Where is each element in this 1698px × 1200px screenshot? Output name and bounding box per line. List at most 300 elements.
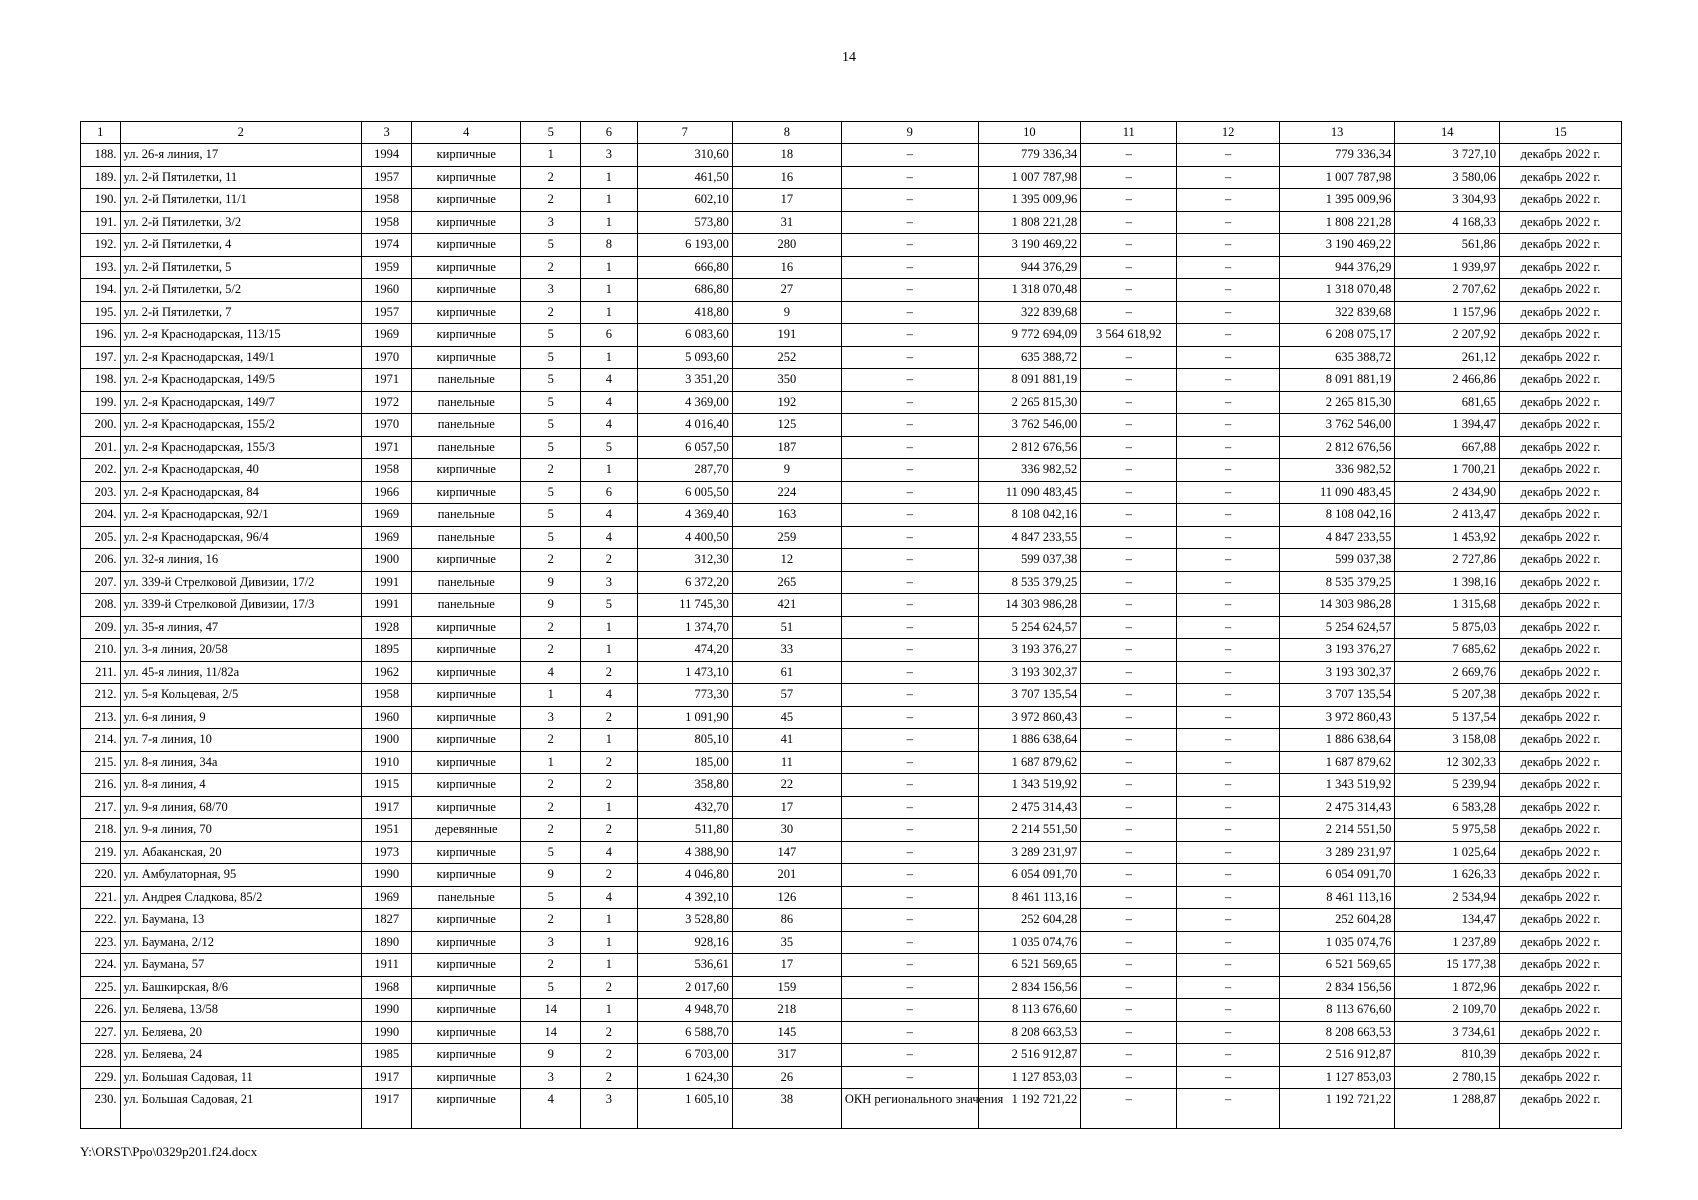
table-cell-col-10: 8 461 113,16	[978, 886, 1081, 909]
table-cell-col-9: –	[841, 1021, 978, 1044]
table-cell-col-12: –	[1177, 1021, 1280, 1044]
table-cell-col-14: 2 207,92	[1395, 324, 1500, 347]
table-cell-col-12: –	[1177, 886, 1280, 909]
table-cell-col-6: 6	[581, 324, 638, 347]
table-cell-col-8: 317	[732, 1044, 841, 1067]
table-body	[81, 144, 1622, 1129]
table-cell-col-11: –	[1081, 571, 1177, 594]
table-cell-col-14: 2 434,90	[1395, 481, 1500, 504]
table-cell-col-5: 2	[521, 954, 581, 977]
table-cell-col-13: 635 388,72	[1279, 346, 1394, 369]
table-cell-col-11: –	[1081, 234, 1177, 257]
table-cell-col-6: 1	[581, 999, 638, 1022]
table-cell-col-13: 1 127 853,03	[1279, 1066, 1394, 1089]
table-cell-col-6: 2	[581, 549, 638, 572]
table-cell-col-15: декабрь 2022 г.	[1500, 189, 1622, 212]
table-row	[81, 886, 1622, 909]
table-cell-col-6: 2	[581, 706, 638, 729]
table-cell-col-9: –	[841, 301, 978, 324]
table-cell-col-10: 8 108 042,16	[978, 504, 1081, 527]
table-cell-col-13: 2 475 314,43	[1279, 796, 1394, 819]
table-cell-col-11: –	[1081, 256, 1177, 279]
table-cell-col-3: 1957	[362, 166, 412, 189]
table-cell-col-11: –	[1081, 346, 1177, 369]
column-header-3: 3	[362, 122, 412, 144]
table-cell-col-1: 196.	[81, 324, 121, 347]
table-cell-col-9: –	[841, 1066, 978, 1089]
table-cell-col-11: –	[1081, 504, 1177, 527]
table-cell-col-7: 6 588,70	[637, 1021, 732, 1044]
table-cell-col-13: 3 193 376,27	[1279, 639, 1394, 662]
table-cell-col-8: 224	[732, 481, 841, 504]
table-row	[81, 504, 1622, 527]
table-cell-col-3: 1962	[362, 661, 412, 684]
table-cell-col-2: ул. Абаканская, 20	[120, 841, 362, 864]
table-cell-col-1: 216.	[81, 774, 121, 797]
table-cell-col-1: 200.	[81, 414, 121, 437]
table-cell-col-14: 810,39	[1395, 1044, 1500, 1067]
table-cell-col-9: –	[841, 639, 978, 662]
table-cell-col-9: –	[841, 459, 978, 482]
table-cell-col-12: –	[1177, 256, 1280, 279]
table-cell-col-1: 229.	[81, 1066, 121, 1089]
table-cell-col-3: 1900	[362, 549, 412, 572]
table-cell-col-10: 2 214 551,50	[978, 819, 1081, 842]
table-cell-col-2: ул. 5-я Кольцевая, 2/5	[120, 684, 362, 707]
table-cell-col-4: кирпичные	[412, 729, 521, 752]
table-cell-col-1: 223.	[81, 931, 121, 954]
table-cell-col-1: 221.	[81, 886, 121, 909]
table-cell-col-14: 1 872,96	[1395, 976, 1500, 999]
table-cell-col-3: 1910	[362, 751, 412, 774]
table-cell-col-1: 192.	[81, 234, 121, 257]
table-cell-col-4: кирпичные	[412, 999, 521, 1022]
table-cell-col-14: 5 207,38	[1395, 684, 1500, 707]
table-cell-col-12: –	[1177, 324, 1280, 347]
table-cell-col-6: 4	[581, 841, 638, 864]
table-cell-col-1: 220.	[81, 864, 121, 887]
table-row	[81, 256, 1622, 279]
table-cell-col-8: 9	[732, 459, 841, 482]
table-cell-col-10: 4 847 233,55	[978, 526, 1081, 549]
table-cell-col-9: –	[841, 954, 978, 977]
table-cell-col-6: 8	[581, 234, 638, 257]
table-cell-col-7: 6 083,60	[637, 324, 732, 347]
table-cell-col-13: 8 208 663,53	[1279, 1021, 1394, 1044]
table-cell-col-2: ул. 2-я Краснодарская, 155/2	[120, 414, 362, 437]
table-cell-col-3: 1917	[362, 1089, 412, 1129]
table-cell-col-2: ул. 8-я линия, 34а	[120, 751, 362, 774]
table-cell-col-10: 1 035 074,76	[978, 931, 1081, 954]
table-cell-col-6: 1	[581, 166, 638, 189]
table-cell-col-14: 4 168,33	[1395, 211, 1500, 234]
table-cell-col-4: кирпичные	[412, 1021, 521, 1044]
table-cell-col-14: 5 975,58	[1395, 819, 1500, 842]
table-cell-col-10: 3 193 302,37	[978, 661, 1081, 684]
table-row	[81, 774, 1622, 797]
table-row	[81, 459, 1622, 482]
table-cell-col-14: 3 304,93	[1395, 189, 1500, 212]
table-cell-col-8: 187	[732, 436, 841, 459]
table-cell-col-9: –	[841, 774, 978, 797]
table-cell-col-7: 4 948,70	[637, 999, 732, 1022]
table-cell-col-10: 1 343 519,92	[978, 774, 1081, 797]
table-cell-col-1: 208.	[81, 594, 121, 617]
table-cell-col-15: декабрь 2022 г.	[1500, 841, 1622, 864]
table-cell-col-11: –	[1081, 1089, 1177, 1129]
table-cell-col-15: декабрь 2022 г.	[1500, 1089, 1622, 1129]
table-cell-col-7: 312,30	[637, 549, 732, 572]
table-cell-col-13: 14 303 986,28	[1279, 594, 1394, 617]
table-cell-col-11: –	[1081, 729, 1177, 752]
table-cell-col-2: ул. 6-я линия, 9	[120, 706, 362, 729]
table-cell-col-9: –	[841, 661, 978, 684]
table-cell-col-10: 11 090 483,45	[978, 481, 1081, 504]
table-cell-col-4: панельные	[412, 369, 521, 392]
table-cell-col-15: декабрь 2022 г.	[1500, 774, 1622, 797]
table-row	[81, 324, 1622, 347]
table-cell-col-5: 4	[521, 1089, 581, 1129]
table-cell-col-4: кирпичные	[412, 616, 521, 639]
table-cell-col-5: 2	[521, 819, 581, 842]
table-cell-col-4: кирпичные	[412, 256, 521, 279]
table-cell-col-4: панельные	[412, 414, 521, 437]
table-cell-col-6: 2	[581, 774, 638, 797]
table-cell-col-4: кирпичные	[412, 1089, 521, 1129]
table-cell-col-7: 4 388,90	[637, 841, 732, 864]
table-cell-col-7: 773,30	[637, 684, 732, 707]
table-cell-col-3: 1915	[362, 774, 412, 797]
table-cell-col-13: 336 982,52	[1279, 459, 1394, 482]
table-cell-col-3: 1974	[362, 234, 412, 257]
table-cell-col-12: –	[1177, 684, 1280, 707]
table-cell-col-10: 3 289 231,97	[978, 841, 1081, 864]
table-cell-col-6: 2	[581, 661, 638, 684]
table-row	[81, 684, 1622, 707]
table-cell-col-2: ул. 2-я Краснодарская, 40	[120, 459, 362, 482]
table-cell-col-1: 193.	[81, 256, 121, 279]
table-cell-col-6: 1	[581, 279, 638, 302]
table-cell-col-5: 5	[521, 346, 581, 369]
table-cell-col-13: 1 687 879,62	[1279, 751, 1394, 774]
table-row	[81, 301, 1622, 324]
table-cell-col-15: декабрь 2022 г.	[1500, 324, 1622, 347]
table-cell-col-6: 1	[581, 931, 638, 954]
column-header-13: 13	[1279, 122, 1394, 144]
column-header-8: 8	[732, 122, 841, 144]
table-cell-col-7: 5 093,60	[637, 346, 732, 369]
table-cell-col-4: кирпичные	[412, 1066, 521, 1089]
table-cell-col-14: 7 685,62	[1395, 639, 1500, 662]
table-cell-col-1: 190.	[81, 189, 121, 212]
table-cell-col-7: 4 016,40	[637, 414, 732, 437]
table-cell-col-6: 3	[581, 144, 638, 167]
table-cell-col-5: 5	[521, 526, 581, 549]
table-cell-col-15: декабрь 2022 г.	[1500, 661, 1622, 684]
table-cell-col-4: кирпичные	[412, 211, 521, 234]
table-cell-col-2: ул. Башкирская, 8/6	[120, 976, 362, 999]
table-cell-col-15: декабрь 2022 г.	[1500, 999, 1622, 1022]
table-cell-col-2: ул. 35-я линия, 47	[120, 616, 362, 639]
table-cell-col-4: панельные	[412, 391, 521, 414]
table-cell-col-5: 5	[521, 841, 581, 864]
table-cell-col-3: 1958	[362, 684, 412, 707]
table-cell-col-11: –	[1081, 661, 1177, 684]
table-row	[81, 279, 1622, 302]
table-cell-col-8: 192	[732, 391, 841, 414]
table-cell-col-9: –	[841, 324, 978, 347]
table-cell-col-7: 4 400,50	[637, 526, 732, 549]
table-cell-col-6: 3	[581, 1089, 638, 1129]
table-cell-col-14: 5 137,54	[1395, 706, 1500, 729]
table-cell-col-11: –	[1081, 414, 1177, 437]
table-cell-col-4: панельные	[412, 571, 521, 594]
table-cell-col-14: 1 939,97	[1395, 256, 1500, 279]
table-cell-col-14: 3 580,06	[1395, 166, 1500, 189]
table-cell-col-9: –	[841, 864, 978, 887]
table-row	[81, 436, 1622, 459]
table-cell-col-3: 1969	[362, 324, 412, 347]
table-cell-col-7: 6 005,50	[637, 481, 732, 504]
table-cell-col-7: 686,80	[637, 279, 732, 302]
table-cell-col-15: декабрь 2022 г.	[1500, 256, 1622, 279]
table-cell-col-7: 666,80	[637, 256, 732, 279]
table-cell-col-4: кирпичные	[412, 459, 521, 482]
table-cell-col-8: 163	[732, 504, 841, 527]
table-cell-col-9: –	[841, 886, 978, 909]
table-cell-col-13: 8 091 881,19	[1279, 369, 1394, 392]
table-cell-col-7: 1 473,10	[637, 661, 732, 684]
table-cell-col-4: кирпичные	[412, 279, 521, 302]
table-cell-col-14: 1 315,68	[1395, 594, 1500, 617]
table-cell-col-5: 2	[521, 909, 581, 932]
table-cell-col-10: 9 772 694,09	[978, 324, 1081, 347]
table-cell-col-10: 944 376,29	[978, 256, 1081, 279]
table-cell-col-15: декабрь 2022 г.	[1500, 436, 1622, 459]
table-cell-col-13: 2 834 156,56	[1279, 976, 1394, 999]
table-cell-col-3: 1895	[362, 639, 412, 662]
table-cell-col-8: 11	[732, 751, 841, 774]
table-cell-col-11: –	[1081, 436, 1177, 459]
table-cell-col-9: –	[841, 369, 978, 392]
table-row	[81, 1044, 1622, 1067]
table-cell-col-5: 9	[521, 594, 581, 617]
table-row	[81, 526, 1622, 549]
table-cell-col-3: 1958	[362, 211, 412, 234]
table-cell-col-14: 261,12	[1395, 346, 1500, 369]
table-cell-col-14: 681,65	[1395, 391, 1500, 414]
table-cell-col-4: кирпичные	[412, 684, 521, 707]
table-cell-col-13: 944 376,29	[1279, 256, 1394, 279]
table-cell-col-8: 51	[732, 616, 841, 639]
table-cell-col-14: 3 734,61	[1395, 1021, 1500, 1044]
table-cell-col-7: 4 392,10	[637, 886, 732, 909]
table-cell-col-12: –	[1177, 864, 1280, 887]
table-cell-col-5: 9	[521, 571, 581, 594]
column-header-15: 15	[1500, 122, 1622, 144]
table-cell-col-14: 1 398,16	[1395, 571, 1500, 594]
table-cell-col-3: 1971	[362, 369, 412, 392]
table-cell-col-3: 1970	[362, 346, 412, 369]
table-cell-col-7: 4 369,00	[637, 391, 732, 414]
table-cell-col-4: кирпичные	[412, 324, 521, 347]
table-cell-col-2: ул. Беляева, 20	[120, 1021, 362, 1044]
table-cell-col-15: декабрь 2022 г.	[1500, 391, 1622, 414]
table-cell-col-13: 2 812 676,56	[1279, 436, 1394, 459]
table-cell-col-4: кирпичные	[412, 751, 521, 774]
table-cell-col-2: ул. 32-я линия, 16	[120, 549, 362, 572]
table-cell-col-1: 195.	[81, 301, 121, 324]
table-cell-col-7: 11 745,30	[637, 594, 732, 617]
table-cell-col-1: 213.	[81, 706, 121, 729]
table-row	[81, 751, 1622, 774]
column-header-2: 2	[120, 122, 362, 144]
table-cell-col-1: 202.	[81, 459, 121, 482]
table-cell-col-14: 2 534,94	[1395, 886, 1500, 909]
table-cell-col-8: 31	[732, 211, 841, 234]
table-cell-col-6: 1	[581, 954, 638, 977]
table-cell-col-5: 5	[521, 234, 581, 257]
table-cell-col-10: 1 808 221,28	[978, 211, 1081, 234]
table-cell-col-8: 18	[732, 144, 841, 167]
table-cell-col-6: 2	[581, 1066, 638, 1089]
table-cell-col-10: 2 265 815,30	[978, 391, 1081, 414]
table-cell-col-3: 1969	[362, 526, 412, 549]
table-cell-col-4: кирпичные	[412, 481, 521, 504]
table-cell-col-12: –	[1177, 436, 1280, 459]
table-row	[81, 1089, 1622, 1129]
table-cell-col-13: 5 254 624,57	[1279, 616, 1394, 639]
table-cell-col-7: 511,80	[637, 819, 732, 842]
table-cell-col-2: ул. 339-й Стрелковой Дивизии, 17/2	[120, 571, 362, 594]
table-cell-col-5: 4	[521, 661, 581, 684]
table-cell-col-7: 6 703,00	[637, 1044, 732, 1067]
table-cell-col-10: 635 388,72	[978, 346, 1081, 369]
table-cell-col-12: –	[1177, 841, 1280, 864]
table-cell-col-15: декабрь 2022 г.	[1500, 481, 1622, 504]
table-cell-col-15: декабрь 2022 г.	[1500, 954, 1622, 977]
table-cell-col-2: ул. 9-я линия, 68/70	[120, 796, 362, 819]
table-cell-col-6: 1	[581, 211, 638, 234]
table-cell-col-2: ул. 2-й Пятилетки, 5	[120, 256, 362, 279]
table-cell-col-5: 1	[521, 144, 581, 167]
table-cell-col-1: 215.	[81, 751, 121, 774]
table-cell-col-10: 252 604,28	[978, 909, 1081, 932]
table-cell-col-12: –	[1177, 999, 1280, 1022]
table-cell-col-10: 1 192 721,22	[978, 1089, 1081, 1129]
table-cell-col-7: 573,80	[637, 211, 732, 234]
table-cell-col-15: декабрь 2022 г.	[1500, 504, 1622, 527]
table-row	[81, 639, 1622, 662]
table-cell-col-8: 350	[732, 369, 841, 392]
table-cell-col-4: панельные	[412, 886, 521, 909]
table-cell-col-4: панельные	[412, 504, 521, 527]
table-cell-col-6: 1	[581, 346, 638, 369]
table-cell-col-2: ул. 26-я линия, 17	[120, 144, 362, 167]
table-cell-col-2: ул. 2-я Краснодарская, 149/7	[120, 391, 362, 414]
table-cell-col-2: ул. 2-я Краснодарская, 149/1	[120, 346, 362, 369]
table-cell-col-12: –	[1177, 594, 1280, 617]
table-cell-col-4: кирпичные	[412, 301, 521, 324]
table-cell-col-9: –	[841, 414, 978, 437]
table-cell-col-9: –	[841, 594, 978, 617]
table-cell-col-3: 1991	[362, 594, 412, 617]
table-cell-col-1: 194.	[81, 279, 121, 302]
table-cell-col-14: 3 727,10	[1395, 144, 1500, 167]
table-cell-col-8: 12	[732, 549, 841, 572]
table-cell-col-12: –	[1177, 301, 1280, 324]
table-cell-col-15: декабрь 2022 г.	[1500, 796, 1622, 819]
table-row	[81, 1066, 1622, 1089]
table-cell-col-11: –	[1081, 999, 1177, 1022]
table-cell-col-9: –	[841, 256, 978, 279]
table-cell-col-5: 2	[521, 639, 581, 662]
table-cell-col-3: 1973	[362, 841, 412, 864]
table-cell-col-8: 252	[732, 346, 841, 369]
table-cell-col-8: 218	[732, 999, 841, 1022]
column-header-5: 5	[521, 122, 581, 144]
table-cell-col-3: 1985	[362, 1044, 412, 1067]
table-cell-col-3: 1928	[362, 616, 412, 639]
table-row	[81, 391, 1622, 414]
table-cell-col-3: 1900	[362, 729, 412, 752]
table-cell-col-4: кирпичные	[412, 976, 521, 999]
table-cell-col-15: декабрь 2022 г.	[1500, 369, 1622, 392]
table-cell-col-10: 8 535 379,25	[978, 571, 1081, 594]
table-cell-col-3: 1972	[362, 391, 412, 414]
table-row	[81, 976, 1622, 999]
table-cell-col-14: 134,47	[1395, 909, 1500, 932]
table-cell-col-1: 230.	[81, 1089, 121, 1129]
table-cell-col-2: ул. 2-й Пятилетки, 11/1	[120, 189, 362, 212]
table-cell-col-11: –	[1081, 886, 1177, 909]
table-cell-col-10: 2 475 314,43	[978, 796, 1081, 819]
table-cell-col-12: –	[1177, 189, 1280, 212]
table-cell-col-8: 16	[732, 166, 841, 189]
table-cell-col-9: –	[841, 1044, 978, 1067]
table-cell-col-10: 779 336,34	[978, 144, 1081, 167]
table-cell-col-6: 2	[581, 1044, 638, 1067]
table-row	[81, 909, 1622, 932]
table-cell-col-13: 8 461 113,16	[1279, 886, 1394, 909]
table-cell-col-15: декабрь 2022 г.	[1500, 459, 1622, 482]
table-row	[81, 796, 1622, 819]
table-cell-col-3: 1959	[362, 256, 412, 279]
table-cell-col-3: 1958	[362, 459, 412, 482]
table-cell-col-3: 1966	[362, 481, 412, 504]
table-cell-col-6: 4	[581, 504, 638, 527]
table-cell-col-14: 6 583,28	[1395, 796, 1500, 819]
table-cell-col-15: декабрь 2022 г.	[1500, 909, 1622, 932]
table-cell-col-7: 3 528,80	[637, 909, 732, 932]
table-cell-col-12: –	[1177, 1044, 1280, 1067]
table-row	[81, 594, 1622, 617]
table-cell-col-10: 2 516 912,87	[978, 1044, 1081, 1067]
table-cell-col-8: 126	[732, 886, 841, 909]
table-cell-col-2: ул. 2-й Пятилетки, 7	[120, 301, 362, 324]
table-cell-col-6: 1	[581, 459, 638, 482]
column-header-12: 12	[1177, 122, 1280, 144]
table-cell-col-10: 8 208 663,53	[978, 1021, 1081, 1044]
table-cell-col-14: 1 025,64	[1395, 841, 1500, 864]
table-cell-col-12: –	[1177, 234, 1280, 257]
table-cell-col-10: 1 395 009,96	[978, 189, 1081, 212]
table-row	[81, 1021, 1622, 1044]
column-header-7: 7	[637, 122, 732, 144]
table-cell-col-12: –	[1177, 481, 1280, 504]
table-cell-col-3: 1969	[362, 886, 412, 909]
table-cell-col-5: 5	[521, 324, 581, 347]
